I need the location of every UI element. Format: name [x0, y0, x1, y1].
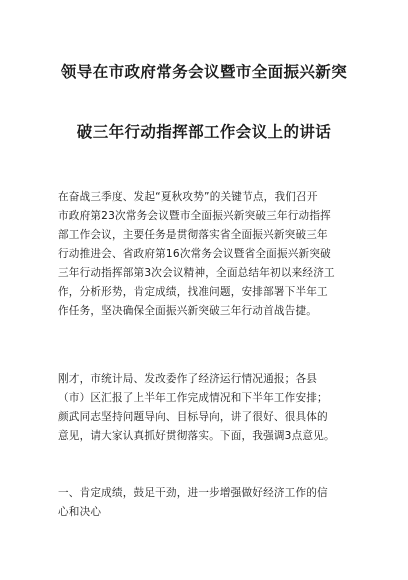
paragraph-line: 部工作会议，主要任务是贯彻落实省全面振兴新突破三年: [58, 229, 328, 241]
paragraph-line: 市政府第23次常务会议暨市全面振兴新突破三年行动指挥: [58, 210, 331, 222]
paragraph-line: （市）区汇报了上半年工作完成情况和下半年工作安排；: [58, 392, 328, 404]
paragraph-line: 作任务，坚决确保全面振兴新突破三年行动首战告捷。: [58, 305, 318, 317]
paragraph-line: 刚才，市统计局、发改委作了经济运行情况通报；各县: [58, 373, 318, 385]
paragraph-line: 行动推进会、省政府第16次常务会议暨省全面振兴新突破: [58, 248, 331, 260]
paragraph-reports: [58, 370, 352, 446]
paragraph-intro: [58, 188, 352, 321]
paragraph-line: 心和决心: [58, 506, 102, 518]
paragraph-line: 在奋战三季度、发起“夏秋攻势”的关键节点，我们召开: [58, 191, 318, 203]
paragraph-line: 三年行动指挥部第3次会议精神，全面总结年初以来经济工: [58, 267, 335, 279]
paragraph-line: 颜武同志坚持问题导向、目标导向，讲了很好、很具体的: [58, 411, 328, 423]
paragraph-line: 一、肯定成绩，鼓足干劲，进一步增强做好经济工作的信: [58, 487, 328, 499]
paragraph-line: 意见，请大家认真抓好贯彻落实。下面，我强调3点意见。: [58, 430, 335, 442]
section-heading-1: [58, 484, 352, 522]
document-title-line-1: 领导在市政府常务会议暨市全面振兴新突: [60, 63, 348, 81]
document-title-line-2: 破三年行动指挥部工作会议上的讲话: [76, 123, 332, 141]
paragraph-line: 作，分析形势，肯定成绩，找准问题，安排部署下半年工: [58, 286, 328, 298]
